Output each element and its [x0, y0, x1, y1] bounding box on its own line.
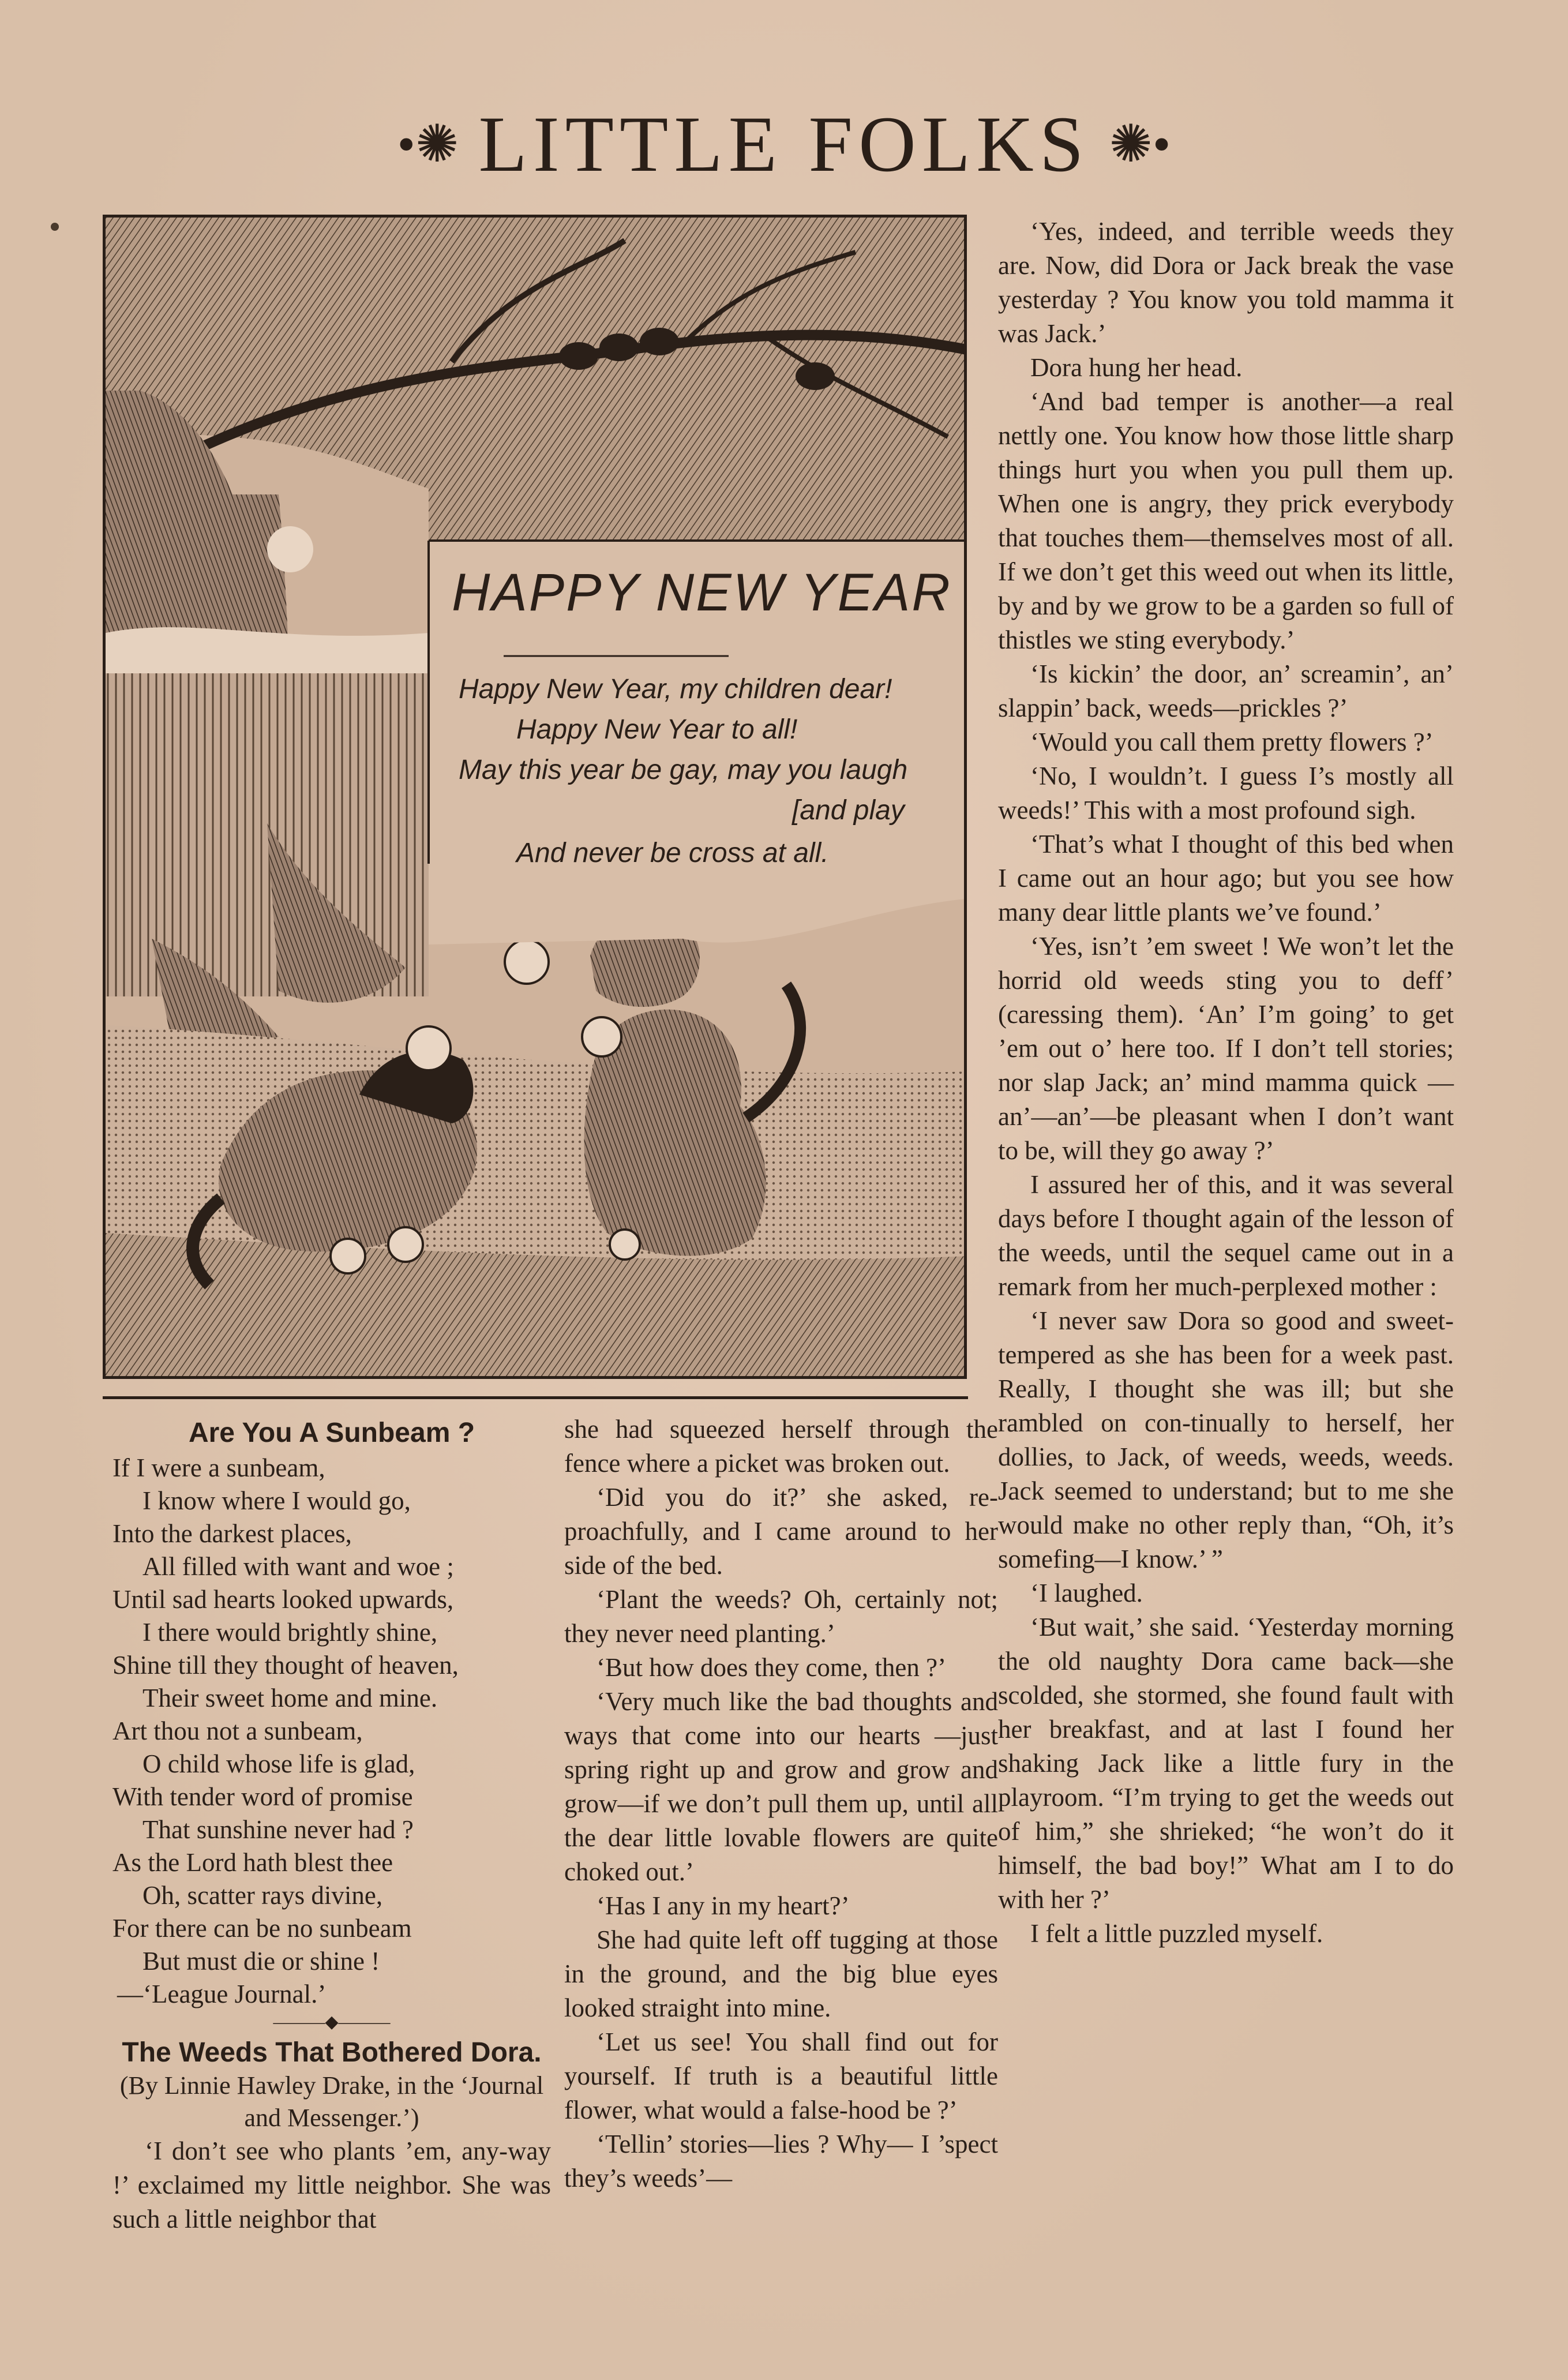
story-paragraph: ‘Did you do it?’ she asked, re-proachfully, and I came around to her side of the bed. — [564, 1483, 998, 1580]
poem-line: With tender word of promise — [112, 1782, 413, 1811]
story-column-1 — [112, 2134, 551, 2236]
story-paragraph: ‘Very much like the bad thoughts and ways that come into our hearts —just spring right up and grow and grow and grow—if we don’t pull them up, until all the dear little lovable flowers are quite choked out.’ — [564, 1687, 998, 1886]
poem-line: That sunshine never had ? — [142, 1815, 414, 1844]
poem-line: Their sweet home and mine. — [142, 1684, 438, 1712]
poem-line: Oh, scatter rays divine, — [142, 1881, 383, 1910]
story-paragraph: I assured her of this, and it was several days before I thought again of the lesson of the weeds, until the sequel came out in a remark from her much-perplexed mother : — [998, 1170, 1454, 1301]
story-paragraph: ‘Plant the weeds? Oh, certainly not; they never need planting.’ — [564, 1585, 998, 1648]
story-paragraph: I felt a little puzzled myself. — [1030, 1919, 1323, 1948]
story-paragraph: ‘Yes, indeed, and terrible weeds they are. Now, did Dora or Jack break the vase yesterday ? You know you told mamma it was Jack.’ — [998, 217, 1454, 348]
poem-line: Shine till they thought of heaven, — [112, 1651, 459, 1680]
story-paragraph: ‘Would you call them pretty flowers ?’ — [1030, 728, 1434, 756]
story-paragraph: She had quite left off tugging at those in the ground, and the big blue eyes looked straight into mine. — [564, 1925, 998, 2022]
story-paragraph: ‘And bad temper is another—a real nettly one. You know how those little sharp things hurt you when you pull them up. When one is angry, they prick everybody that touches them—themselves most of all. If we don’t get this weed out when its little, by and by we grow to be a garden so full of thistles we sting everybody.’ — [998, 387, 1454, 654]
story-byline: (By Linnie Hawley Drake, in the ‘Journal and Messenger.’) — [119, 2071, 544, 2132]
story-paragraph: ‘Let us see! You shall find out for yourself. If truth is a beautiful little flower, what would a false-hood be ?’ — [564, 2027, 998, 2124]
story-paragraph: ‘But wait,’ she said. ‘Yesterday morning the old naughty Dora came back—she scolded, she stormed, she found fault with her breakfast, and at last I found her shaking Jack like a little fury in the playroom. “I’m trying to get the weeds out of him,” she shrieked; “he won’t do it himself, the bad boy!” What am I to do with her ?’ — [998, 1613, 1454, 1914]
story-column-2 — [564, 1412, 998, 2195]
story-paragraph: ‘Yes, isn’t ’em sweet ! We won’t let the horrid old weeds sting you to deff’ (caressing them). ‘An’ I’m going’ to get ’em out o’ here too. If I don’t tell stories; nor slap Jack; an’ mind mamma quick —an’—an’—be pleasant when I don’t want to be, will they go away ?’ — [998, 932, 1454, 1165]
ink-spot — [51, 223, 59, 231]
illustration-rule — [103, 1396, 968, 1399]
left-column — [112, 1416, 551, 2236]
story-paragraph: she had squeezed herself through the fence where a picket was broken out. — [564, 1415, 998, 1478]
poem-line: Into the darkest places, — [112, 1519, 352, 1548]
poem-line: As the Lord hath blest thee — [112, 1848, 393, 1877]
right-ornament: ✺• — [1109, 116, 1171, 173]
story-column-3 — [998, 215, 1454, 1951]
poem-source: —‘League Journal.’ — [117, 1980, 327, 2008]
greeting-heading: HAPPY NEW YEAR — [452, 563, 952, 622]
verse-line-2: Happy New Year to all! — [516, 714, 798, 745]
poem-line: I know where I would go, — [142, 1486, 411, 1515]
poem-line: I there would brightly shine, — [142, 1618, 438, 1647]
story-paragraph: ‘I laughed. — [1030, 1579, 1143, 1607]
left-ornament: •✺ — [397, 116, 459, 173]
story-title: The Weeds That Bothered Dora. — [122, 2037, 542, 2068]
masthead — [0, 98, 1568, 190]
verse-line-4: [and play — [792, 795, 905, 826]
story-paragraph: ‘No, I wouldn’t. I guess I’s mostly all weeds!’ This with a most profound sigh. — [998, 762, 1454, 824]
story-paragraph: ‘That’s what I thought of this bed when I came out an hour ago; but you see how many dear little plants we’ve found.’ — [998, 830, 1454, 927]
poem-lines — [112, 1452, 551, 1978]
story-paragraph: ‘Tellin’ stories—lies ? Why— I ’spect they’s weeds’— — [564, 2130, 998, 2192]
story-paragraph: ‘I never saw Dora so good and sweet-tempered as she has been for a week past. Really, I thought she was ill; but she rambled on con-tinually to herself, her dollies, to Jack, of weeds, weeds, weeds. Jack seemed to understand; but to me she would make no other reply than, “Oh, it’s somefing—I know.’ ” — [998, 1306, 1454, 1573]
poem-line: Art thou not a sunbeam, — [112, 1716, 363, 1745]
poem-line: Until sad hearts looked upwards, — [112, 1585, 454, 1614]
verse-line-5: And never be cross at all. — [516, 838, 829, 868]
story-paragraph: ‘Has I any in my heart?’ — [597, 1891, 850, 1920]
verse-line-1: Happy New Year, my children dear! — [459, 674, 892, 704]
poem-line: All filled with want and woe ; — [142, 1552, 454, 1581]
story-paragraph: ‘But how does they come, then ?’ — [597, 1653, 947, 1682]
page-title: LITTLE FOLKS — [478, 100, 1090, 188]
section-divider: ———◆——— — [273, 2012, 391, 2032]
verse-line-3: May this year be gay, may you laugh — [459, 755, 908, 785]
poem-title: Are You A Sunbeam ? — [188, 1418, 475, 1448]
new-year-illustration — [103, 215, 967, 1379]
poem-line: For there can be no sunbeam — [112, 1914, 412, 1943]
story-paragraph: Dora hung her head. — [1030, 353, 1243, 382]
poem-line: But must die or shine ! — [142, 1947, 380, 1976]
poem-line: O child whose life is glad, — [142, 1749, 415, 1778]
story-paragraph: ‘Is kickin’ the door, an’ screamin’, an’ slappin’ back, weeds—prickles ?’ — [998, 659, 1454, 722]
poem-line: If I were a sunbeam, — [112, 1453, 325, 1482]
story-paragraph: ‘I don’t see who plants ’em, any-way !’ exclaimed my little neighbor. She was such a little neighbor that — [112, 2137, 551, 2233]
